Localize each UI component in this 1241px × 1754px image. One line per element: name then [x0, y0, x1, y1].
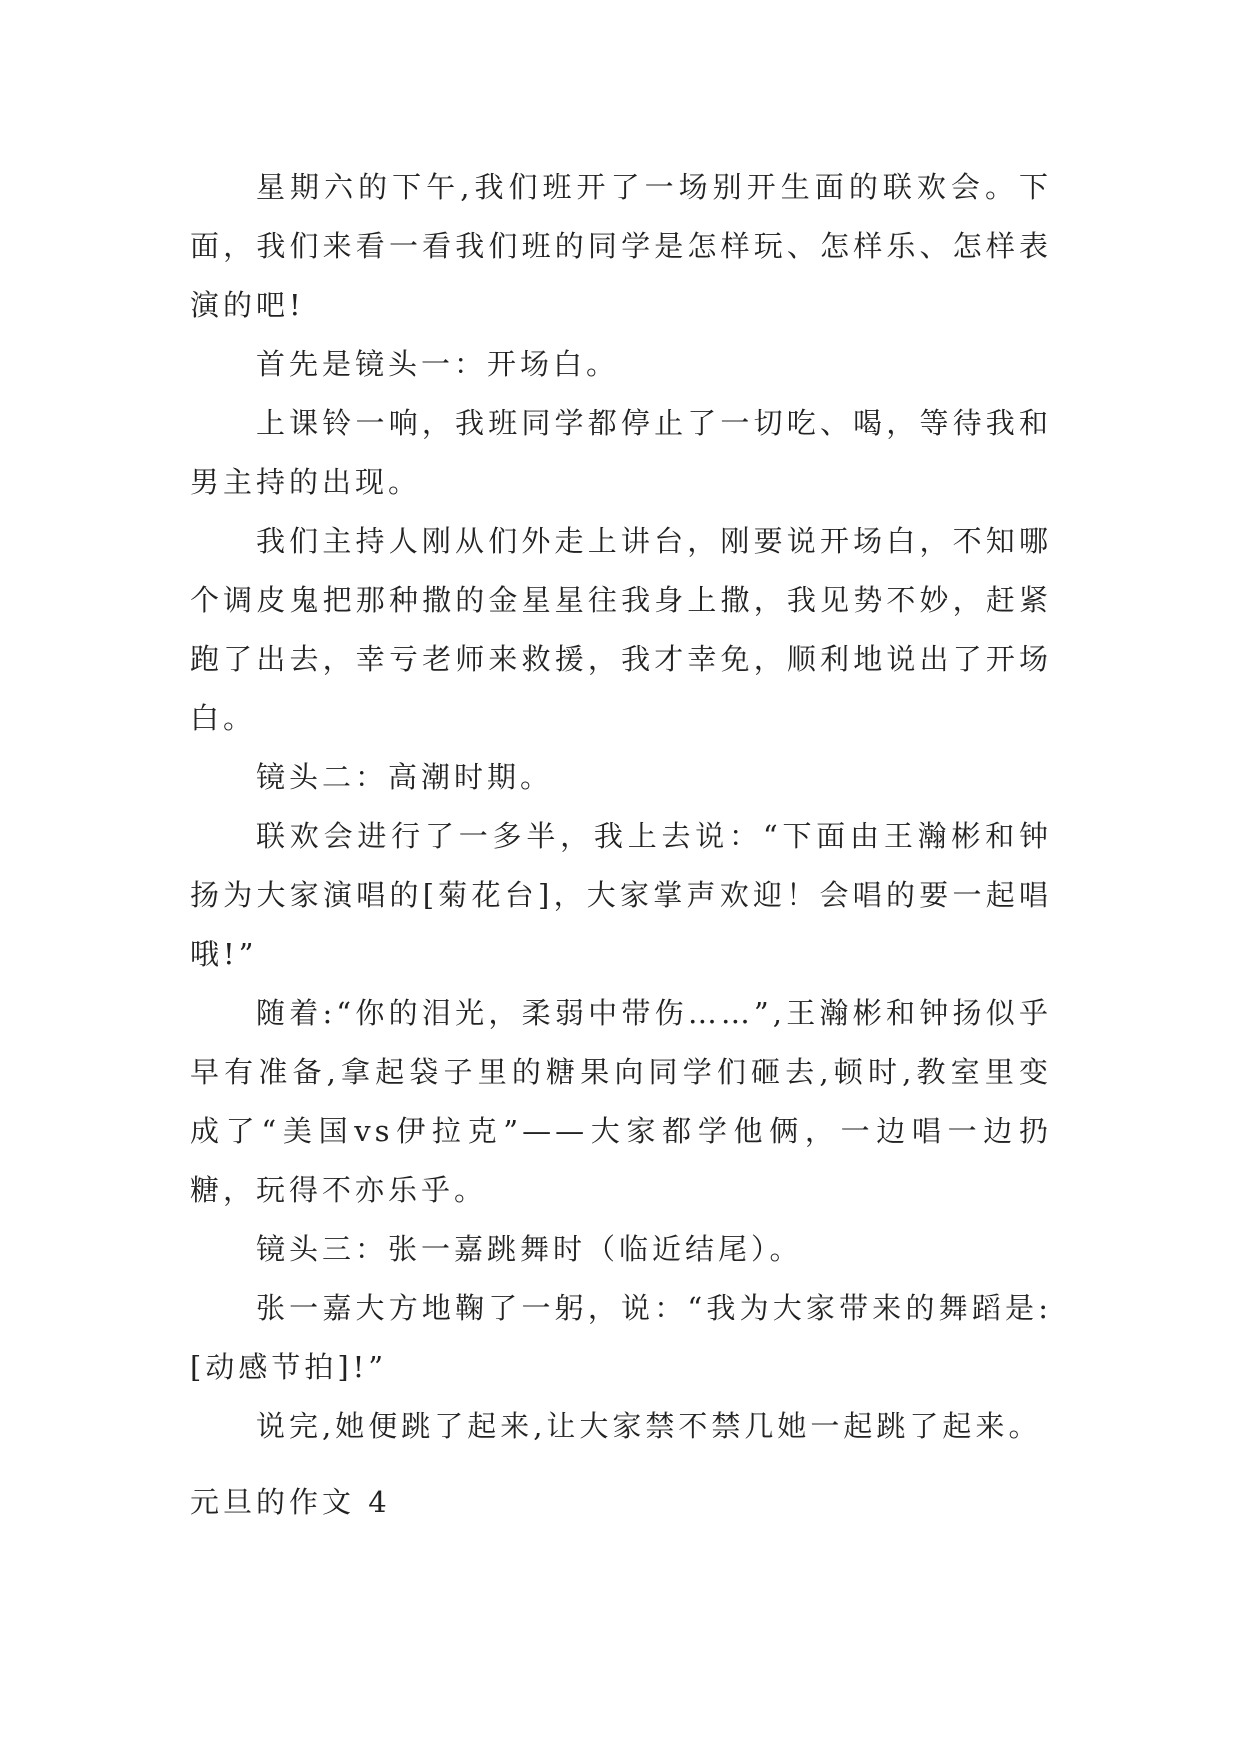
- paragraph: 镜头二：高潮时期。: [256, 760, 554, 794]
- paragraph: 张一嘉大方地鞠了一躬，说：“我为大家带来的舞蹈是:[动感节拍]!”: [190, 1291, 1052, 1384]
- paragraph: 我们主持人刚从们外走上讲台，刚要说开场白，不知哪个调皮鬼把那种撒的金星星往我身上撒，我见势不妙，赶紧跑了出去，幸亏老师来救援，我才幸免，顺利地说出了开场白。: [190, 524, 1052, 735]
- paragraph: 镜头三：张一嘉跳舞时（临近结尾）。: [256, 1232, 803, 1266]
- paragraph: 说完,她便跳了起来,让大家禁不禁几她一起跳了起来。: [256, 1409, 1042, 1443]
- document-body: [190, 158, 1052, 1456]
- paragraph: 随着:“你的泪光，柔弱中带伤……”,王瀚彬和钟扬似乎早有准备,拿起袋子里的糖果向同学们砸去,顿时,教室里变成了“美国vs伊拉克”——大家都学他俩，一边唱一边扔糖，玩得不亦乐乎。: [190, 996, 1052, 1207]
- section-heading: 元旦的作文 4: [190, 1485, 391, 1519]
- paragraph: 上课铃一响，我班同学都停止了一切吃、喝，等待我和男主持的出现。: [190, 406, 1052, 499]
- paragraph: 星期六的下午,我们班开了一场别开生面的联欢会。下面，我们来看一看我们班的同学是怎样玩、怎样乐、怎样表演的吧!: [190, 170, 1052, 322]
- paragraph: 首先是镜头一：开场白。: [256, 347, 620, 381]
- paragraph: 联欢会进行了一多半，我上去说：“下面由王瀚彬和钟扬为大家演唱的[菊花台]，大家掌声欢迎！会唱的要一起唱哦!”: [190, 819, 1052, 971]
